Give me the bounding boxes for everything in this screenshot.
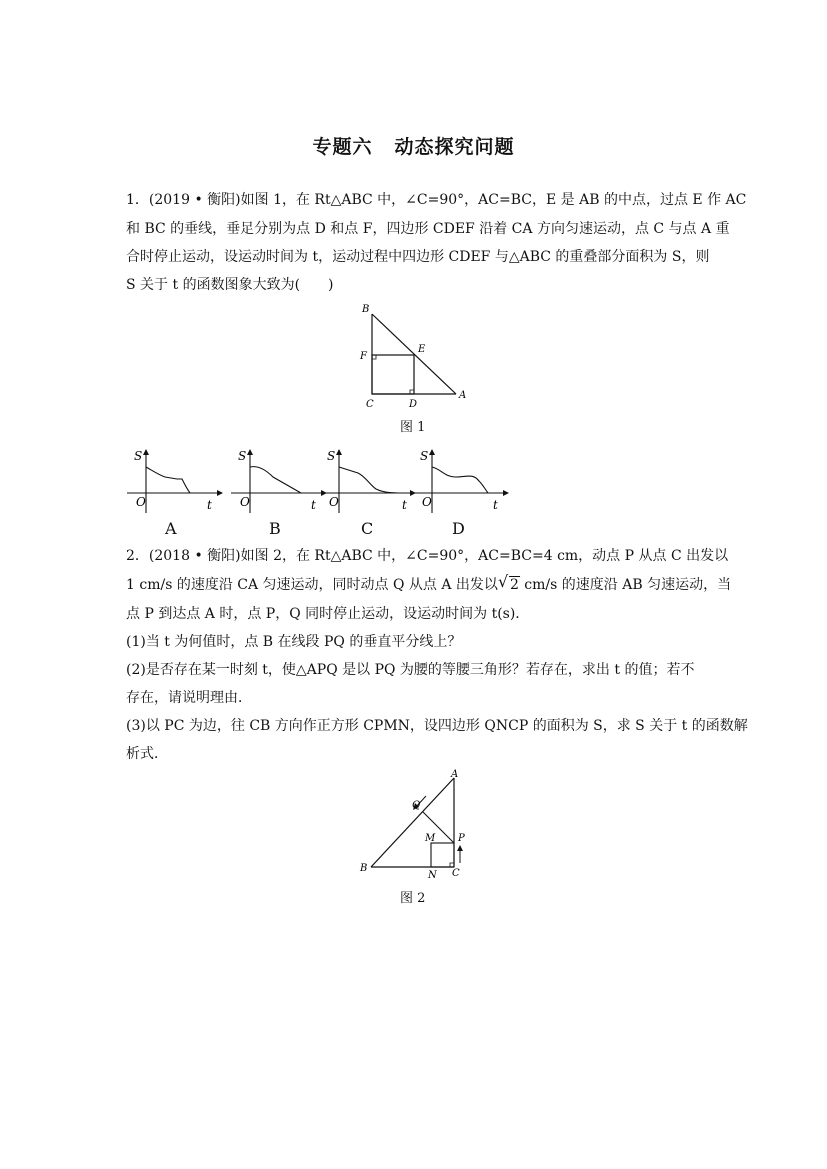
fig2-label-b: B [360,863,368,874]
problem1-line3: 合时停止运动，设运动时间为 t，运动过程中四边形 CDEF 与△ABC 的重叠部分面积为 S，则 [126,249,710,265]
fig1-label-b: B [362,304,370,315]
problem2-q2-line1: (2)是否存在某一时刻 t，使△APQ 是以 PQ 为腰的等腰三角形？若存在，求出 t 的值；若不 [126,662,695,678]
problem2-line3: 点 P 到达点 A 时，点 P，Q 同时停止运动，设运动时间为 t(s)． [126,606,530,622]
option-d-curve [432,467,488,493]
sqrt-expression: √ 2 [497,572,519,593]
page-title [0,132,827,159]
figure2-caption: 图 2 [400,891,426,906]
fig2-label-n: N [428,870,437,881]
option-b-t-label: t [311,498,316,512]
option-d-label[interactable]: D [452,519,465,538]
option-c-origin: O [329,495,339,509]
fig1-label-d: D [409,399,418,410]
fig2-label-c: C [452,868,460,879]
problem2-line2-part2: cm/s 的速度沿 AB 匀速运动，当 [519,577,732,593]
problem1-line2: 和 BC 的垂线，垂足分别为点 D 和点 F，四边形 CDEF 沿着 CA 方向匀速运动，点 C 与点 A 重 [126,221,730,237]
figure-1 [355,300,475,412]
fig2-arrowhead-p [457,845,463,851]
fig1-label-a: A [459,390,467,401]
option-a-t-label: t [207,498,212,512]
option-d-s-label: S [420,449,429,463]
title-right: 动态探究问题 [394,136,515,158]
fig1-label-e: E [418,344,426,355]
option-c-s-label: S [327,449,336,463]
problem2-q1: (1)当 t 为何值时，点 B 在线段 PQ 的垂直平分线上？ [126,634,462,650]
fig2-square-cpmn [431,843,454,867]
fig2-label-a: A [451,769,459,780]
option-d-t-label: t [493,498,498,512]
problem2-line2-part1: 1 cm/s 的速度沿 CA 匀速运动，同时动点 Q 从点 A 出发以 [126,577,498,593]
option-a-label[interactable]: A [165,519,177,538]
option-a-s-label: S [134,449,143,463]
option-a-origin: O [136,495,146,509]
figure1-caption: 图 1 [400,420,426,435]
problem2-line1: 2．(2018 • 衡阳)如图 2，在 Rt△ABC 中，∠C=90°，AC=BC=4 cm，动点 P 从点 C 出发以 [126,548,729,564]
option-a-curve [146,467,190,493]
option-c-curve [339,467,404,493]
problem2-q3-line1: (3)以 PC 为边，往 CB 方向作正方形 CPMN，设四边形 QNCP 的面积为 S，求 S 关于 t 的函数解 [126,718,748,734]
sqrt-value: 2 [509,577,519,593]
fig1-label-c: C [366,399,374,410]
option-c-t-label: t [402,498,407,512]
fig1-square-cdef [372,355,414,394]
problem2-q2-line2: 存在，请说明理由． [126,690,252,706]
option-graph-b [229,447,329,517]
option-graph-d [411,447,511,517]
problem2-q3-line2: 析式． [126,746,168,762]
option-graph-a [125,447,225,517]
fig2-side-ab [371,778,454,867]
problem2-line2 [126,572,732,595]
fig1-right-angle-f [372,355,376,359]
problem1-line1: 1．(2019 • 衡阳)如图 1，在 Rt△ABC 中，∠C=90°，AC=BC，E 是 AB 的中点，过点 E 作 AC [126,192,747,208]
fig2-label-p: P [458,833,465,844]
option-b-label[interactable]: B [269,519,281,538]
option-b-origin: O [240,495,250,509]
figure-2 [355,768,475,883]
option-c-label[interactable]: C [361,519,374,538]
fig2-label-q: Q [412,800,421,811]
fig1-right-angle-d [410,390,414,394]
option-graph-c [318,447,418,517]
option-b-curve [250,467,301,493]
option-b-s-label: S [238,449,247,463]
fig2-label-m: M [425,833,436,844]
problem1-line4: S 关于 t 的函数图象大致为( ) [126,277,334,293]
option-d-origin: O [422,495,432,509]
title-left: 专题六 [312,136,373,158]
fig1-label-f: F [360,351,367,362]
